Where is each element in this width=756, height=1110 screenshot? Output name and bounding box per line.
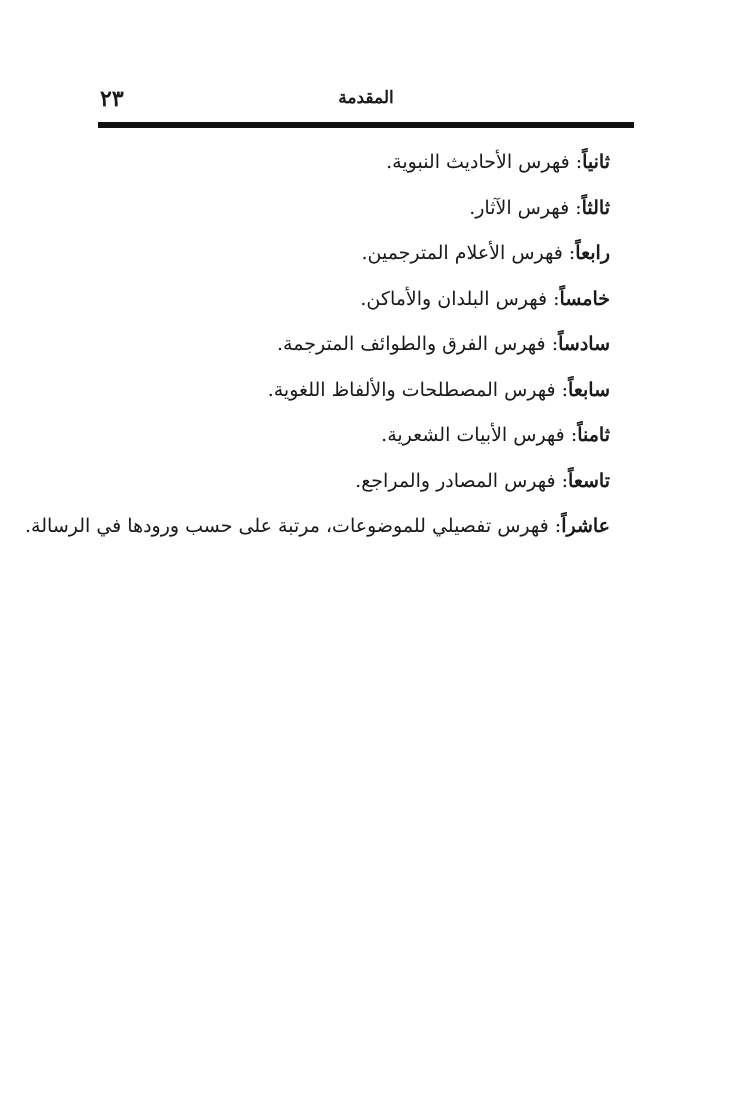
list-item — [90, 368, 610, 414]
item-ordinal: سابعاً — [568, 378, 610, 401]
list-item — [25, 504, 610, 550]
list-item — [90, 140, 610, 186]
running-title: المقدمة — [338, 88, 394, 108]
item-text: فهرس الآثار. — [469, 196, 570, 219]
list-item — [90, 231, 610, 277]
item-text: فهرس البلدان والأماكن. — [360, 287, 548, 310]
item-separator: : — [561, 469, 569, 492]
item-separator: : — [570, 424, 578, 446]
list-item — [90, 186, 610, 232]
item-text: فهرس الأعلام المترجمين. — [361, 242, 563, 264]
item-separator: : — [561, 378, 569, 401]
item-ordinal: رابعاً — [575, 242, 610, 264]
item-ordinal: تاسعاً — [568, 469, 610, 492]
item-separator: : — [553, 287, 560, 310]
item-separator: : — [568, 242, 576, 264]
item-text: فهرس تفصيلي للموضوعات، مرتبة على حسب ورودها في الرسالة. — [25, 515, 549, 537]
item-text: فهرس المصادر والمراجع. — [355, 469, 556, 492]
item-ordinal: سادساً — [558, 333, 610, 355]
item-ordinal: ثامناً — [577, 424, 610, 446]
header-rule — [98, 122, 634, 128]
list-item — [90, 413, 610, 459]
item-text: فهرس المصطلحات والألفاظ اللغوية. — [267, 378, 556, 401]
item-text: فهرس الأبيات الشعرية. — [381, 424, 565, 446]
item-ordinal: عاشراً — [561, 515, 610, 537]
page-number: ٢٣ — [100, 86, 124, 112]
item-ordinal: ثانياً — [582, 151, 610, 173]
item-text: فهرس الفرق والطوائف المترجمة. — [277, 333, 546, 355]
item-separator: : — [554, 515, 562, 537]
item-separator: : — [575, 151, 583, 173]
index-list — [25, 140, 610, 550]
list-item — [90, 277, 610, 323]
item-ordinal: ثالثاً — [581, 196, 610, 219]
item-separator: : — [551, 333, 559, 355]
item-separator: : — [575, 196, 582, 219]
page-header — [98, 80, 634, 120]
list-item — [90, 459, 610, 505]
list-item — [90, 322, 610, 368]
item-text: فهرس الأحاديث النبوية. — [386, 151, 570, 173]
item-ordinal: خامساً — [559, 287, 610, 310]
